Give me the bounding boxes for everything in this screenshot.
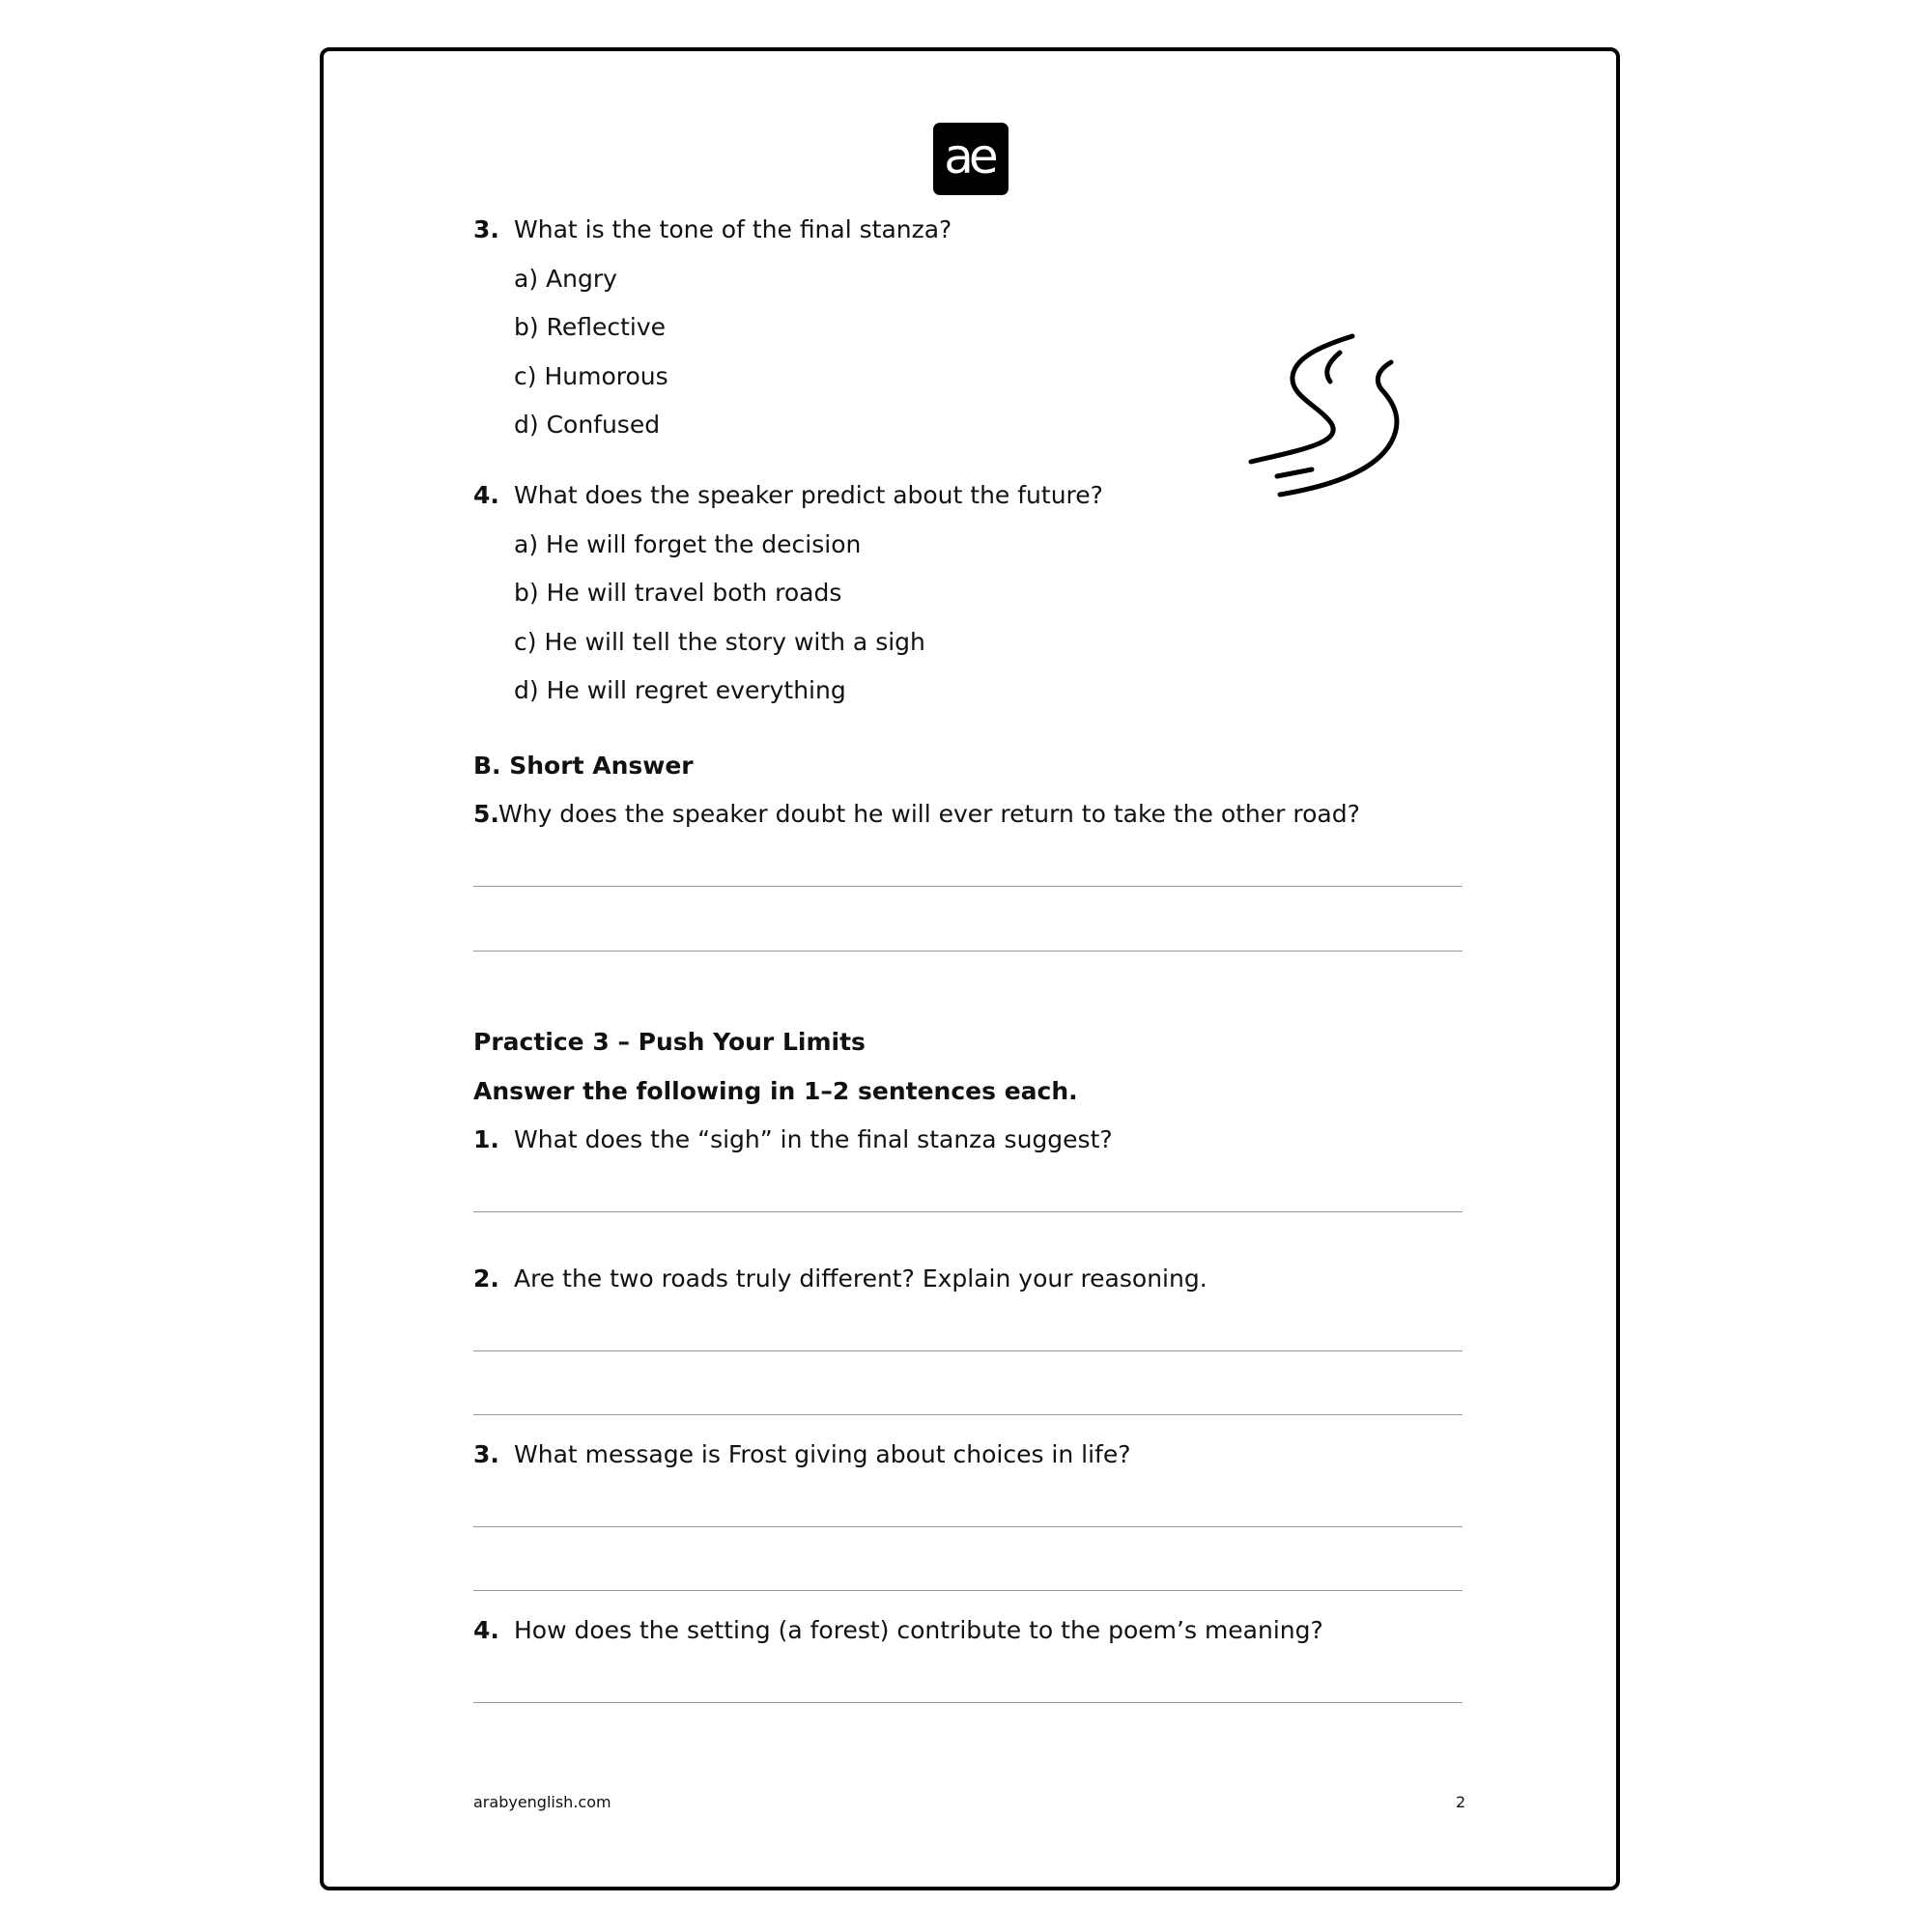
question-text: What does the speaker predict about the future? — [514, 481, 1103, 509]
question-number: 4. — [473, 481, 499, 509]
answer-option: c) Humorous — [514, 362, 668, 390]
section-instruction: Answer the following in 1–2 sentences each. — [473, 1077, 1078, 1105]
logo-text: ae — [944, 128, 994, 185]
brand-logo — [933, 123, 1009, 195]
answer-line[interactable] — [473, 1211, 1463, 1212]
answer-option: c) He will tell the story with a sigh — [514, 628, 925, 656]
answer-option: d) He will regret everything — [514, 676, 846, 704]
page-number: 2 — [1456, 1793, 1466, 1811]
answer-option: d) Confused — [514, 411, 661, 439]
question-number: 5. — [473, 800, 499, 828]
answer-line[interactable] — [473, 1414, 1463, 1415]
winding-road-icon — [1246, 328, 1420, 512]
question-number: 2. — [473, 1264, 499, 1293]
question-number: 4. — [473, 1616, 499, 1644]
answer-line[interactable] — [473, 1526, 1463, 1527]
answer-option: b) He will travel both roads — [514, 579, 842, 607]
answer-line[interactable] — [473, 886, 1463, 887]
answer-option: a) Angry — [514, 265, 617, 293]
question-number: 1. — [473, 1125, 499, 1153]
question-text: What is the tone of the final stanza? — [514, 215, 952, 243]
answer-line[interactable] — [473, 1590, 1463, 1591]
footer-website: arabyenglish.com — [473, 1793, 611, 1811]
question-number: 3. — [473, 215, 499, 243]
section-title: Practice 3 – Push Your Limits — [473, 1028, 866, 1056]
answer-option: b) Reflective — [514, 313, 666, 341]
question-number: 3. — [473, 1440, 499, 1468]
answer-line[interactable] — [473, 1702, 1463, 1703]
question-text: What does the “sigh” in the final stanza suggest? — [514, 1125, 1113, 1153]
question-text: Why does the speaker doubt he will ever return to take the other road? — [498, 800, 1360, 828]
answer-option: a) He will forget the decision — [514, 530, 862, 558]
question-text: Are the two roads truly different? Explain your reasoning. — [514, 1264, 1208, 1293]
section-heading: B. Short Answer — [473, 752, 694, 780]
answer-line[interactable] — [473, 1350, 1463, 1351]
question-text: How does the setting (a forest) contribute to the poem’s meaning? — [514, 1616, 1323, 1644]
question-text: What message is Frost giving about choices in life? — [514, 1440, 1131, 1468]
answer-line[interactable] — [473, 951, 1463, 952]
